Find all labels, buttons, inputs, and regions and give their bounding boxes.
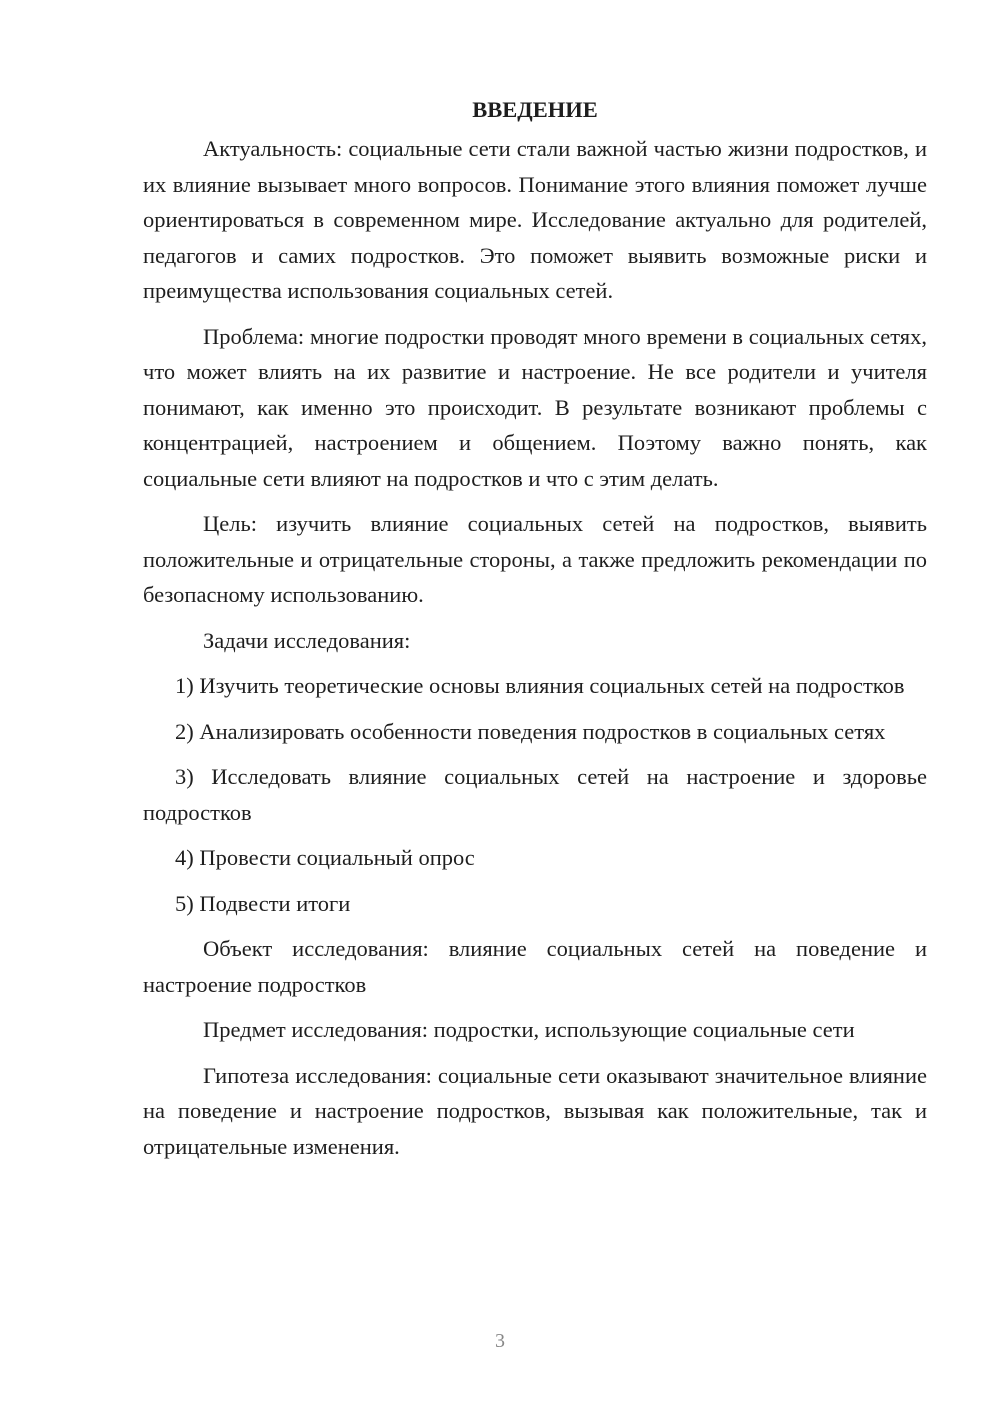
page-title: ВВЕДЕНИЕ [472,97,598,122]
relevance-paragraph: Актуальность: социальные сети стали важной частью жизни подростков, и их влияние вызывает много вопросов. Понимание этого влияния поможет лучше ориентироваться в современном мире. Исследование актуально для родителей, педагогов и самих подростков. Это поможет выявить возможные риски и преимущества использования социальных сетей. [143,136,927,303]
list-item: 4) Провести социальный опрос [175,845,475,870]
goal-paragraph: Цель: изучить влияние социальных сетей на подростков, выявить положительные и отрицательные стороны, а также предложить рекомендации по безопасному использованию. [143,511,927,607]
tasks-list [143,668,927,921]
tasks-heading: Задачи исследования: [203,627,411,653]
problem-paragraph: Проблема: многие подростки проводят много времени в социальных сетях, что может влиять на их развитие и настроение. Не все родители и учителя понимают, как именно это происходит. В результате возникают проблемы с концентрацией, настроением и общением. Поэтому важно понять, как социальные сети влияют на подростков и что с этим делать. [143,323,927,491]
list-item: 3) Исследовать влияние социальных сетей на настроение и здоровье подростков [143,764,927,825]
object-paragraph: Объект исследования: влияние социальных сетей на поведение и настроение подростков [143,936,927,997]
list-item: 2) Анализировать особенности поведения подростков в социальных сетях [175,718,886,744]
page-content [143,92,927,1174]
list-item: 1) Изучить теоретические основы влияния социальных сетей на подростков [175,673,905,698]
hypothesis-paragraph: Гипотеза исследования: социальные сети оказывают значительное влияние на поведение и настроение подростков, вызывая как положительные, так и отрицательные изменения. [143,1062,927,1159]
page-number: 3 [495,1330,505,1352]
list-item: 5) Подвести итоги [175,890,351,916]
subject-paragraph: Предмет исследования: подростки, использующие социальные сети [203,1017,855,1042]
